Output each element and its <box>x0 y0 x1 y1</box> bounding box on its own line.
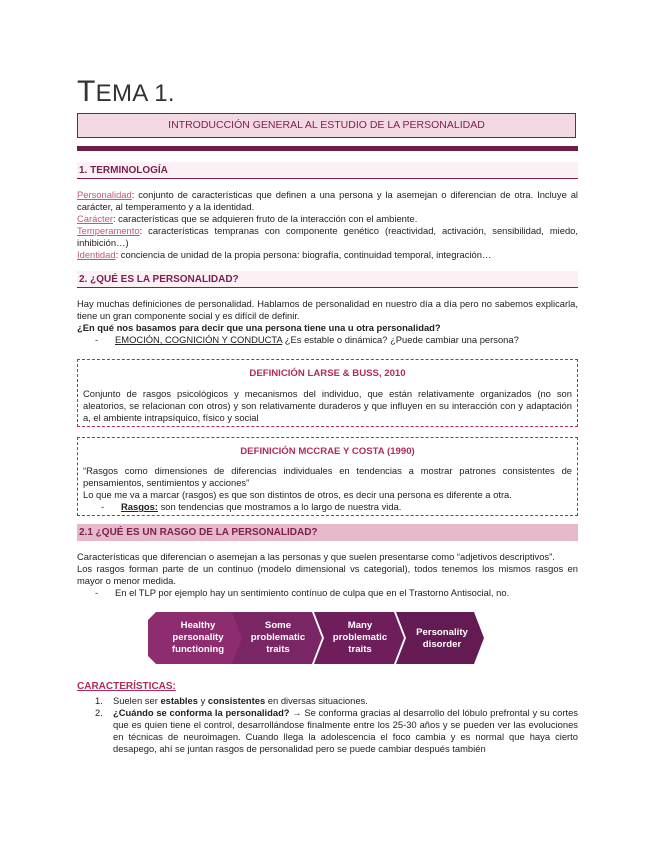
terminology-list <box>77 189 578 261</box>
bullet-item: - En el TLP por ejemplo hay un sentimiento contínuo de culpa que en el Trastorno Antisocial, no. <box>95 587 510 598</box>
bullet-item: - EMOCIÓN, COGNICIÓN Y CONDUCTA ¿Es estable o dinámica? ¿Puede cambiar una persona? <box>95 334 519 345</box>
divider-bar <box>77 146 578 151</box>
numbered-item: 1. Suelen ser estables y consistentes en diversas situaciones. <box>95 695 368 706</box>
continuum-step-2-label: problematic <box>250 632 306 643</box>
page-title: TEMA 1. <box>77 75 175 108</box>
continuum-step-3-label: problematic <box>332 632 388 643</box>
rasgo-paragraph-2: Los rasgos forman parte de un continuo (modelo dimensional vs categorial), todos tenemos los mismos rasgos en mayor o menor medida. <box>77 563 578 586</box>
section21-body <box>77 551 578 599</box>
definition-text: Conjunto de rasgos psicológicos y mecanismos del individuo, que están relativamente organizados (no son aleatorios, se relacionan con otros) y son relativamente duraderos y que influyen en su interacción con y adaptación a, el ambiente intrapsíquico, físico y social <box>83 388 572 423</box>
term-entry: Temperamento: características tempranas con componente genético (reactividad, activación, sensibilidad, miedo, inhibición…) <box>77 225 578 248</box>
personality-continuum-diagram <box>148 612 548 664</box>
section-heading-terminologia: 1. TERMINOLOGÍA <box>77 162 578 179</box>
section-heading-personalidad: 2. ¿QUÉ ES LA PERSONALIDAD? <box>77 271 578 288</box>
definition-title: DEFINICIÓN LARSE & BUSS, 2010 <box>249 368 406 379</box>
continuum-step-3-label: Many <box>347 620 373 631</box>
section-heading-rasgo: 2.1 ¿QUÉ ES UN RASGO DE LA PERSONALIDAD? <box>77 524 578 541</box>
caracteristicas-heading: CARACTERÍSTICAS: <box>77 681 176 692</box>
definition-box-larse-buss <box>77 359 578 427</box>
question-line: ¿En qué nos basamos para decir que una persona tiene una u otra personalidad? <box>77 322 441 333</box>
definition-extra-line: Lo que me va a marcar (rasgos) es que son distintos de otros, es decir una persona es diferente a otra. <box>83 489 512 500</box>
definition-title: DEFINICIÓN MCCRAE Y COSTA (1990) <box>240 446 415 457</box>
continuum-step-1-label: functioning <box>171 644 225 655</box>
continuum-step-4-shape <box>396 612 484 664</box>
continuum-step-1-label: personality <box>172 632 224 643</box>
section2-body <box>77 298 578 346</box>
continuum-step-4-label: Personality <box>416 627 468 638</box>
definition-text: “Rasgos como dimensiones de diferencias individuales en tendencias a mostrar patrones consistentes de pensamientos, sentimientos y acciones” <box>83 465 572 488</box>
definition-box-mccrae-costa <box>77 437 578 516</box>
numbered-item: 2. ¿Cuándo se conforma la personalidad? → Se conforma gracias al desarrollo del lóbulo prefrontal y su cortes que es quien tiene el control, desarrollándose finalmente entre los 25-30 años y se pueden ver las evoluciones en técnicas de neuroimagen. Cuando llega la adolescencia el foco cambia y es normal que haya cierto desapego, ahí se juntan rasgos de personalidad pero se puede cambiar después también <box>95 707 578 754</box>
rasgo-paragraph-1: Características que diferencian o asemejan a las personas y que suelen presentarse como “adjetivos descriptivos”. <box>77 551 555 562</box>
continuum-step-3-label: traits <box>348 644 372 655</box>
term-entry: Personalidad: conjunto de características que definen a una persona y la asemejan o diferencian de otra. Incluye al carácter, al temperamento y a la identidad. <box>77 189 578 212</box>
continuum-step-4-label: disorder <box>422 639 462 650</box>
caracteristicas-list <box>77 695 578 755</box>
bullet-item: - Rasgos: son tendencias que mostramos a lo largo de nuestra vida. <box>101 501 402 512</box>
intro-paragraph: Hay muchas definiciones de personalidad. Hablamos de personalidad en nuestro día a día pero no sabemos explicarla, tiene un gran componente social y es difícil de definir. <box>77 298 578 321</box>
term-entry: Identidad: conciencia de unidad de la propia persona: biografía, continuidad temporal, integración… <box>77 249 492 260</box>
subtitle-banner: INTRODUCCIÓN GENERAL AL ESTUDIO DE LA PERSONALIDAD <box>77 113 576 138</box>
continuum-step-1-label: Healthy <box>180 620 216 631</box>
continuum-step-2-label: Some <box>264 620 292 631</box>
term-entry: Carácter: características que se adquieren fruto de la interacción con el ambiente. <box>77 213 418 224</box>
continuum-step-2-label: traits <box>266 644 290 655</box>
